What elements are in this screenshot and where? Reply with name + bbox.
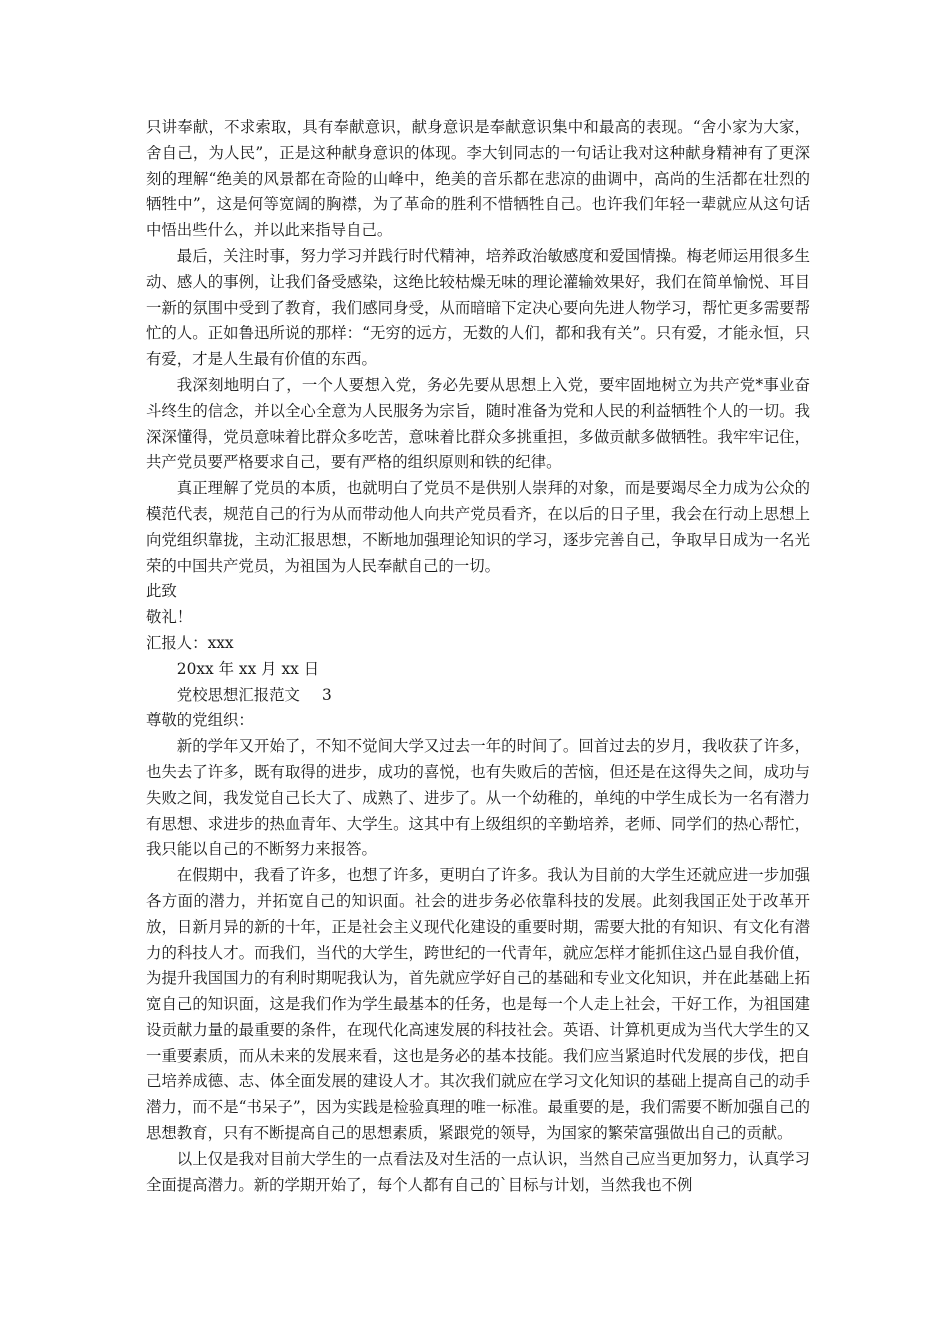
paragraph-new-semester: 新的学年又开始了，不知不觉间大学又过去一年的时间了。回首过去的岁月，我收获了许多，也失去了许多，既有取得的进步，成功的喜悦，也有失败后的苦恼，但还是在这得失之间，成功与失败之间，我发觉自己长大了、成熟了、进步了。从一个幼稚的，单纯的中学生成长为一名有潜力有思想、求进步的热血青年、大学生。这其中有上级组织的辛勤培养，老师、同学们的热心帮忙，我只能以自己的不断努力来报答。 bbox=[146, 737, 810, 859]
closing-jingli: 敬礼！ bbox=[146, 608, 193, 627]
paragraph-dedication: 只讲奉献，不求索取，具有奉献意识，献身意识是奉献意识集中和最高的表现。“舍小家为大家，舍自己，为人民”，正是这种献身意识的体现。李大钊同志的一句话让我对这种献身精神有了更深刻的理解“绝美的风景都在奇险的山峰中，绝美的音乐都在悲凉的曲调中，高尚的生活都在壮烈的牺牲中”，这是何等宽阔的胸襟，为了革命的胜利不惜牺牲自己。也许我们年轻一辈就应从这句话中悟出些什么，并以此来指导自己。 bbox=[146, 118, 810, 240]
paragraph-party-member-nature: 真正理解了党员的本质，也就明白了党员不是供别人崇拜的对象，而是要竭尽全力成为公众的模范代表，规范自己的行为从而带动他人向共产党员看齐，在以后的日子里，我会在行动上思想上向党组织靠拢，主动汇报思想，不断地加强理论知识的学习，逐步完善自己，争取早日成为一名光荣的中国共产党员，为祖国为人民奉献自己的一切。 bbox=[146, 479, 810, 575]
closing-zhizhi: 此致 bbox=[146, 582, 177, 601]
reporter-signature: 汇报人：xxx bbox=[146, 633, 234, 652]
paragraph-conclusion: 以上仅是我对目前大学生的一点看法及对生活的一点认识，当然自己应当更加努力，认真学习全面提高潜力。新的学期开始了，每个人都有自己的`目标与计划，当然我也不例 bbox=[146, 1149, 810, 1194]
salutation: 尊敬的党组织： bbox=[146, 711, 254, 730]
paragraph-holiday-reflection: 在假期中，我看了许多，也想了许多，更明白了许多。我认为目前的大学生还就应进一步加强各方面的潜力，并拓宽自己的知识面。社会的进步务必依靠科技的发展。此刻我国正处于改革开放，日新月异的新的十年，正是社会主义现代化建设的重要时期，需要大批的有知识、有文化有潜力的科技人才。而我们，当代的大学生，跨世纪的一代青年，就应怎样才能抓住这凸显自我价值，为提升我国国力的有利时期呢我认为，首先就应学好自己的基础和专业文化知识，并在此基础上拓宽自己的知识面，这是我们作为学生最基本的任务，也是每一个人走上社会，干好工作，为祖国建设贡献力量的最重要的条件，在现代化高速发展的科技社会。英语、计算机更成为当代大学生的又一重要素质，而从未来的发展来看，这也是务必的基本技能。我们应当紧追时代发展的步伐，把自己培养成德、志、体全面发展的建设人才。其次我们就应在学习文化知识的基础上提高自己的动手潜力，而不是“书呆子”，因为实践是检验真理的唯一标准。最重要的是，我们需要不断加强自己的思想教育，只有不断提高自己的思想素质，紧跟党的领导，为国家的繁荣富强做出自己的贡献。 bbox=[146, 866, 810, 1143]
paragraph-join-party: 我深刻地明白了，一个人要想入党，务必先要从思想上入党，要牢固地树立为共产党*事业奋斗终生的信念，并以全心全意为人民服务为宗旨，随时准备为党和人民的利益牺牲个人的一切。我深深懂得，党员意味着比群众多吃苦，意味着比群众多挑重担，多做贡献多做牺牲。我牢牢记住，共产党员要严格要求自己，要有严格的组织原则和铁的纪律。 bbox=[146, 375, 810, 472]
section-number: 3 bbox=[321, 685, 332, 704]
document-page bbox=[146, 115, 810, 1198]
section-title: 党校思想汇报范文 bbox=[176, 685, 300, 704]
section-heading bbox=[146, 683, 810, 709]
paragraph-current-affairs: 最后，关注时事，努力学习并践行时代精神，培养政治敏感度和爱国情操。梅老师运用很多生动、感人的事例，让我们备受感染，这绝比较枯燥无味的理论灌输效果好，我们在简单愉悦、耳目一新的氛围中受到了教育，我们感同身受，从而暗暗下定决心要向先进人物学习，帮忙更多需要帮忙的人。正如鲁迅所说的那样：“无穷的远方，无数的人们，都和我有关”。只有爱，才能永恒，只有爱，才是人生最有价值的东西。 bbox=[146, 246, 810, 369]
report-date: 20xx 年 xx 月 xx 日 bbox=[176, 659, 320, 678]
